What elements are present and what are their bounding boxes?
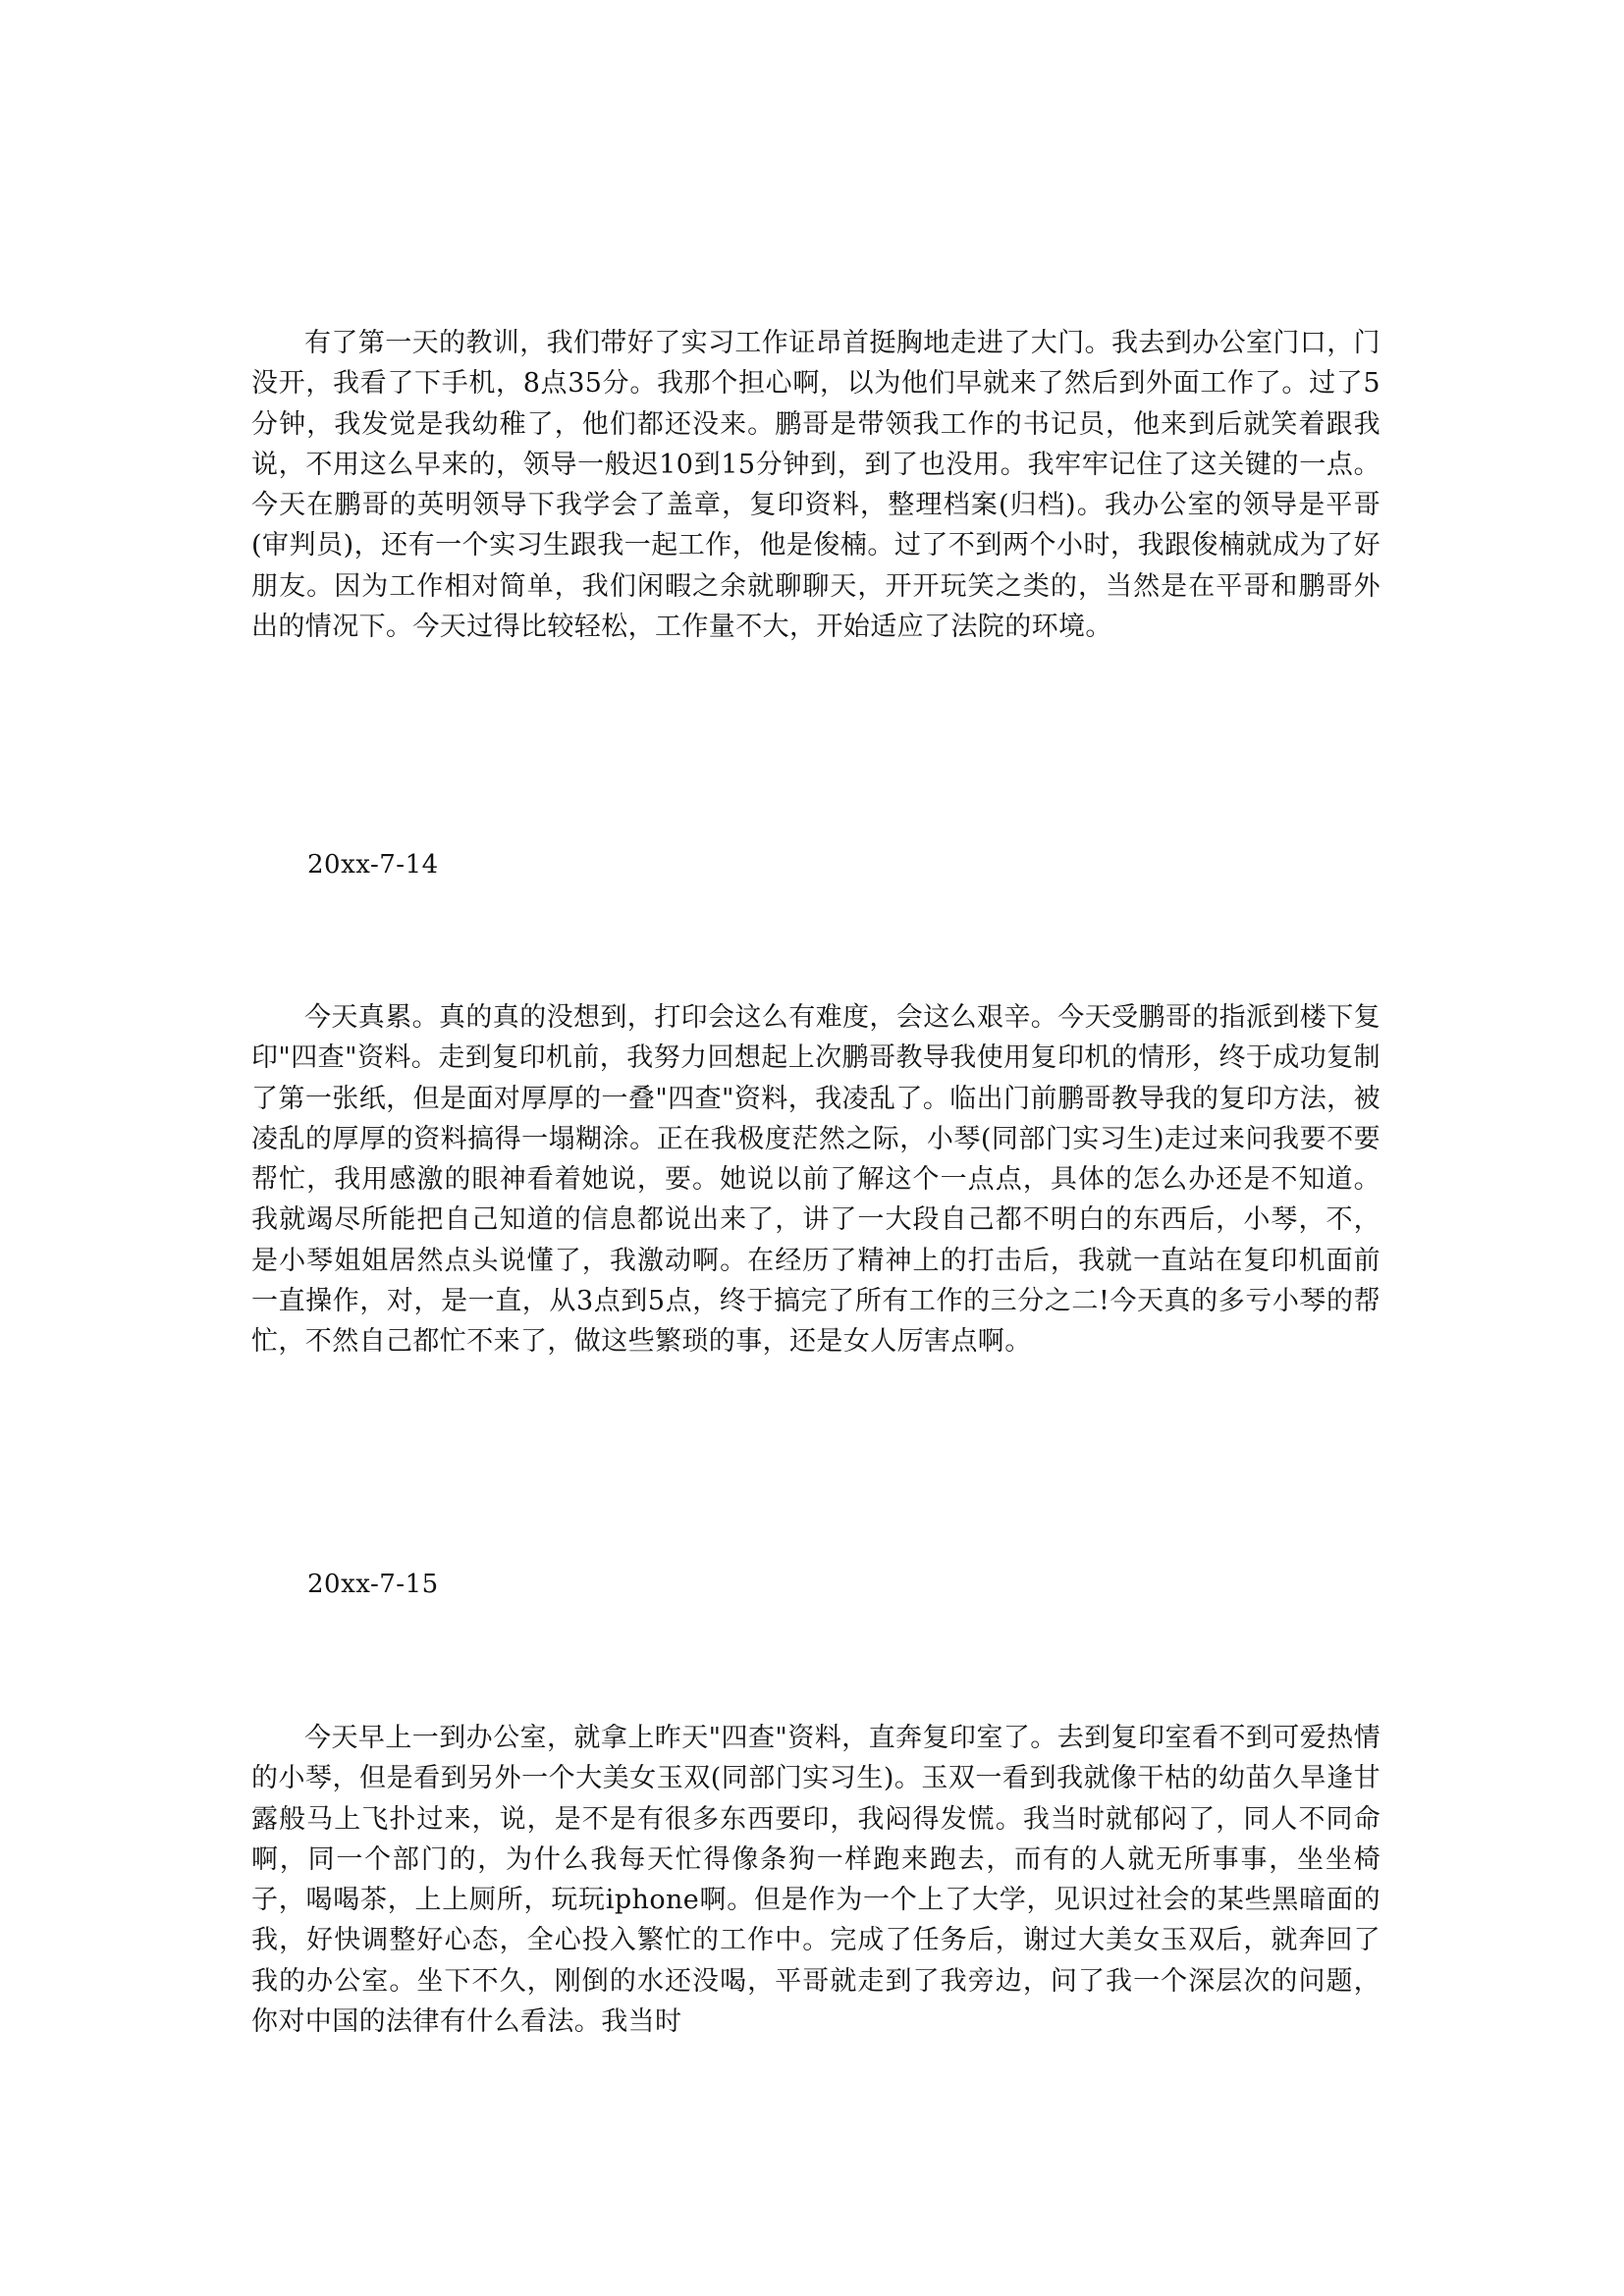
- diary-paragraph-1: 有了第一天的教训，我们带好了实习工作证昂首挺胸地走进了大门。我去到办公室门口，门没开，我看了下手机，8点35分。我那个担心啊，以为他们早就来了然后到外面工作了。过了5分钟，我发觉是我幼稚了，他们都还没来。鹏哥是带领我工作的书记员，他来到后就笑着跟我说，不用这么早来的，领导一般迟10到15分钟到，到了也没用。我牢牢记住了这关键的一点。今天在鹏哥的英明领导下我学会了盖章，复印资料，整理档案(归档)。我办公室的领导是平哥(审判员)，还有一个实习生跟我一起工作，他是俊楠。过了不到两个小时，我跟俊楠就成为了好朋友。因为工作相对简单，我们闲暇之余就聊聊天，开开玩笑之类的，当然是在平哥和鹏哥外出的情况下。今天过得比较轻松，工作量不大，开始适应了法院的环境。: [251, 328, 1380, 643]
- diary-paragraph-2: 今天真累。真的真的没想到，打印会这么有难度，会这么艰辛。今天受鹏哥的指派到楼下复印"四查"资料。走到复印机前，我努力回想起上次鹏哥教导我使用复印机的情形，终于成功复制了第一张纸，但是面对厚厚的一叠"四查"资料，我凌乱了。临出门前鹏哥教导我的复印方法，被凌乱的厚厚的资料搞得一塌糊涂。正在我极度茫然之际，小琴(同部门实习生)走过来问我要不要帮忙，我用感激的眼神看着她说，要。她说以前了解这个一点点，具体的怎么办还是不知道。我就竭尽所能把自己知道的信息都说出来了，讲了一大段自己都不明白的东西后，小琴，不，是小琴姐姐居然点头说懂了，我激动啊。在经历了精神上的打击后，我就一直站在复印机面前一直操作，对，是一直，从3点到5点，终于搞完了所有工作的三分之二!今天真的多亏小琴的帮忙，不然自己都忙不来了，做这些繁琐的事，还是女人厉害点啊。: [251, 1002, 1380, 1358]
- diary-date-1: 20xx-7-14: [307, 850, 439, 880]
- diary-date-2: 20xx-7-15: [307, 1570, 439, 1599]
- diary-paragraph-3: 今天早上一到办公室，就拿上昨天"四查"资料，直奔复印室了。去到复印室看不到可爱热情的小琴，但是看到另外一个大美女玉双(同部门实习生)。玉双一看到我就像干枯的幼苗久旱逢甘露般马上飞扑过来，说，是不是有很多东西要印，我闷得发慌。我当时就郁闷了，同人不同命啊，同一个部门的，为什么我每天忙得像条狗一样跑来跑去，而有的人就无所事事，坐坐椅子，喝喝茶，上上厕所，玩玩iphone啊。但是作为一个上了大学，见识过社会的某些黑暗面的我，好快调整好心态，全心投入繁忙的工作中。完成了任务后，谢过大美女玉双后，就奔回了我的办公室。坐下不久，刚倒的水还没喝，平哥就走到了我旁边，问了我一个深层次的问题，你对中国的法律有什么看法。我当时: [251, 1723, 1380, 2038]
